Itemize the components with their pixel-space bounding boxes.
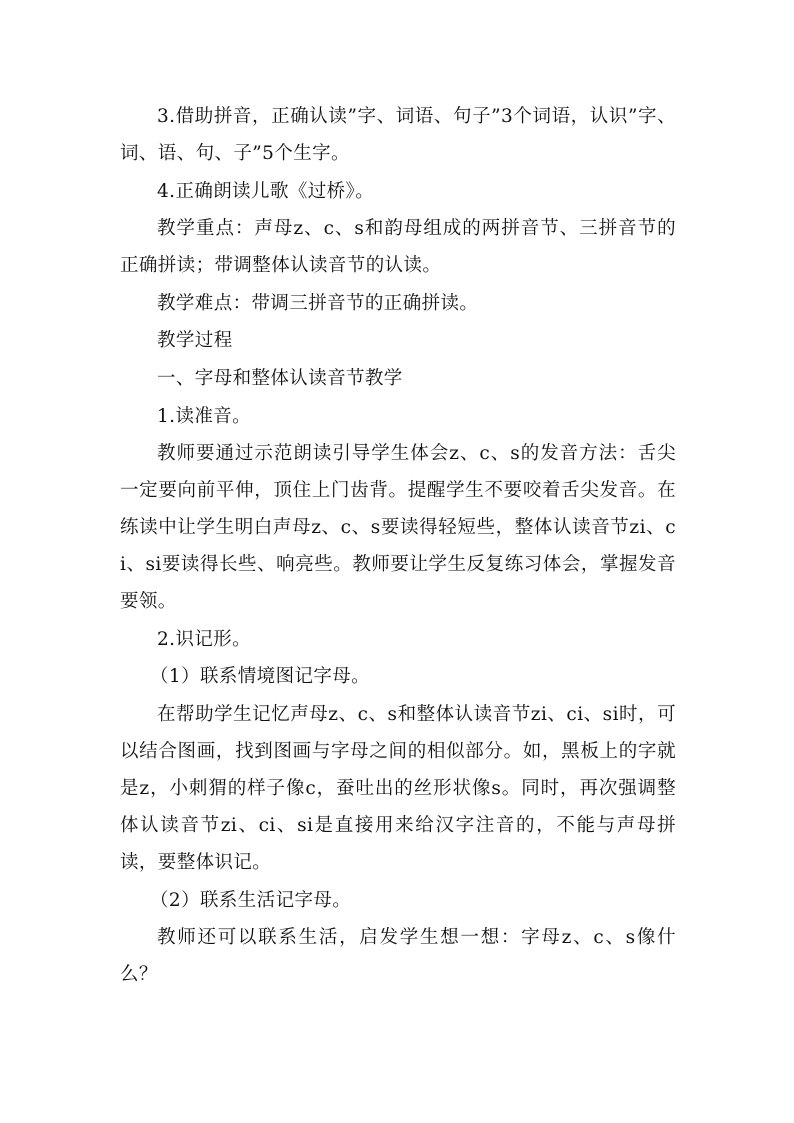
objective-4-paragraph: 4.正确朗读儿歌《过桥》。 — [157, 180, 375, 202]
section-1-heading: 一、字母和整体认读音节教学 — [157, 367, 403, 389]
step-1-heading: 1.读准音。 — [157, 405, 252, 427]
document-body — [120, 98, 676, 994]
teaching-difficulty-paragraph: 教学难点：带调三拼音节的正确拼读。 — [157, 292, 479, 314]
subsection-1-heading: （1）联系情境图记字母。 — [150, 666, 371, 688]
picture-memory-paragraph: 在帮助学生记忆声母z、c、s和整体认读音节zi、ci、si时，可以结合图画，找到图画与字母之间的相似部分。如，黑板上的字就是z，小刺猬的样子像c，蚕吐出的丝形状像s。同时，再次强调整体认读音节zi、ci、si是直接用来给汉字注音的，不能与声母拼读，要整体识记。 — [120, 703, 676, 873]
teaching-focus-paragraph: 教学重点：声母z、c、s和韵母组成的两拼音节、三拼音节的正确拼读；带调整体认读音节的认读。 — [120, 218, 676, 277]
pronunciation-paragraph: 教师要通过示范朗读引导学生体会z、c、s的发音方法：舌尖一定要向前平伸，顶住上门齿背。提醒学生不要咬着舌尖发音。在练读中让学生明白声母z、c、s要读得轻短些，整体认读音节zi、ci、si要读得长些、响亮些。教师要让学生反复练习体会，掌握发音要领。 — [120, 443, 676, 613]
subsection-2-heading: （2）联系生活记字母。 — [150, 889, 352, 911]
objective-3-paragraph: 3.借助拼音，正确认读”字、词语、句子”3个词语，认识”字、词、语、句、子”5个生字。 — [120, 106, 676, 164]
step-2-heading: 2.识记形。 — [157, 628, 252, 650]
teaching-process-heading: 教学过程 — [157, 330, 233, 352]
life-connection-paragraph: 教师还可以联系生活，启发学生想一想：字母z、c、s像什么？ — [120, 927, 676, 986]
